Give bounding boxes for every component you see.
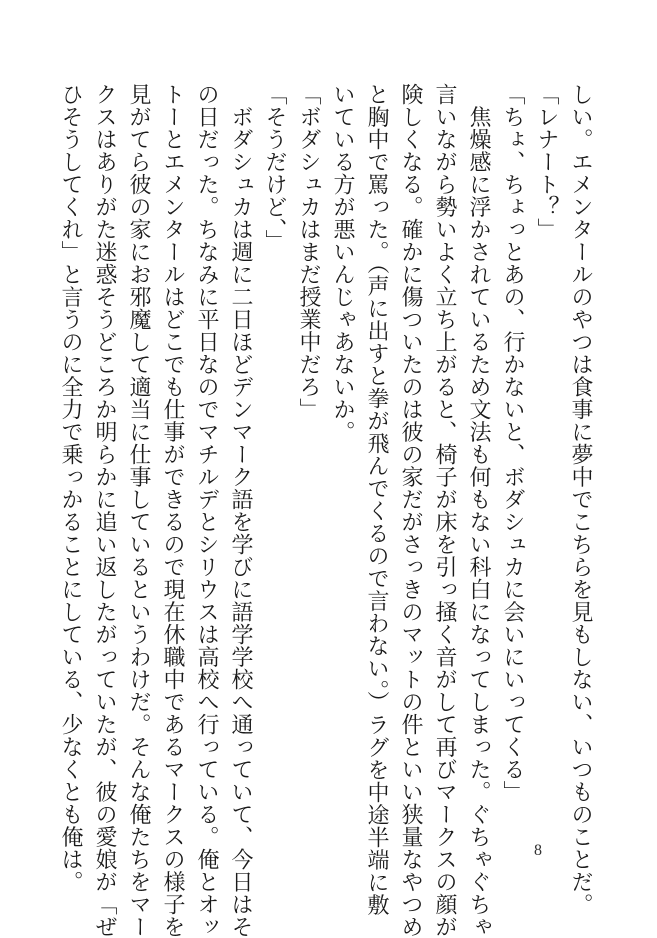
- vertical-text-body: [58, 83, 597, 938]
- text-line: 言いながら勢いよく立ち上がると、椅子が床を引っ掻く音がして再びマークスの顔が: [432, 83, 457, 938]
- page-number: 8: [534, 842, 542, 859]
- text-line: 「そうだけど、」: [262, 83, 287, 252]
- text-line: クスはありがた迷惑そうどころか明らかに追い返したがっていたが、彼の愛娘が「ぜ: [92, 83, 117, 938]
- text-line: 「ちょ、ちょっとあの、行かないと、ボダシュカに会いにいってくる」: [500, 83, 525, 803]
- text-line: ひそうしてくれ」と言うのに全力で乗っかることにしている、少なくとも俺は。: [58, 83, 83, 893]
- text-line: トーとエメンタールはどこでも仕事ができるので現在休職中であるマークスの様子を: [160, 83, 185, 938]
- text-line: 「ボダシュカはまだ授業中だろ」: [296, 83, 321, 421]
- text-line: しい。エメンタールのやつは食事に夢中でこちらを見もしない、いつものことだ。: [568, 83, 593, 916]
- text-line: 「レナート？」: [534, 83, 559, 241]
- text-line: 焦燥感に浮かされているため文法も何もない科白になってしまった。ぐちゃぐちゃ: [466, 83, 491, 938]
- text-line: ボダシュカは週に二日ほどデンマーク語を学びに語学学校へ通っていて、今日はそ: [228, 83, 253, 938]
- text-line: の日だった。ちなみに平日なのでマチルデとシリウスは高校へ行っている。俺とオッ: [194, 83, 219, 938]
- text-line: 険しくなる。確かに傷ついたのは彼の家だがさっきのマットの件といい狭量なやつめ: [398, 83, 423, 938]
- text-line: と胸中で罵った。（声に出すと拳が飛んでくるので言わない。）ラグを中途半端に敷: [364, 83, 389, 916]
- text-line: いている方が悪いんじゃあないか。: [330, 83, 355, 443]
- text-line: 見がてら彼の家にお邪魔して適当に仕事しているというわけだ。そんな俺たちをマー: [126, 83, 151, 938]
